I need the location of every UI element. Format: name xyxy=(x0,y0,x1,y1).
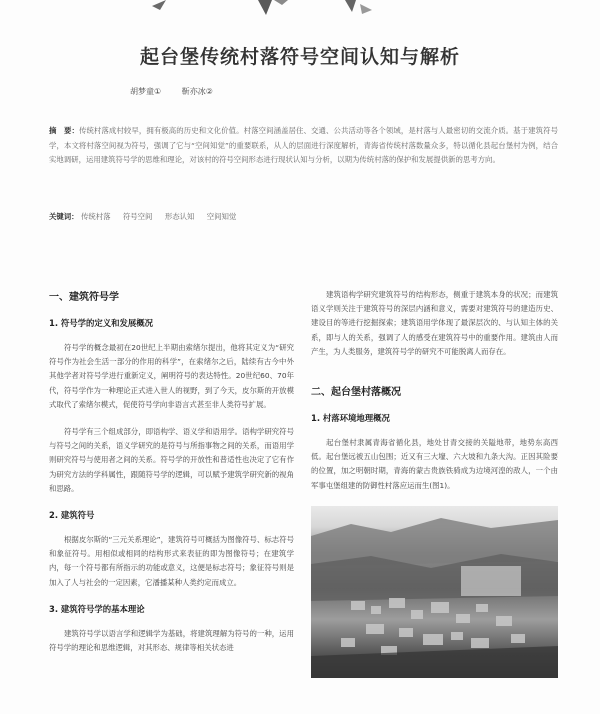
abstract xyxy=(49,124,558,168)
section-heading: 一、建筑符号学 xyxy=(49,292,119,303)
paragraph: 建筑符号学以语言学和逻辑学为基础，将建筑理解为符号的一种，运用符号学的理论和思维逻辑，对其形态、规律等相关状态进 xyxy=(49,628,294,653)
subsection-heading: 1. 符号学的定义和发展概况 xyxy=(49,318,154,328)
keywords xyxy=(49,211,246,222)
subsection-heading: 2. 建筑符号 xyxy=(49,510,95,521)
abstract-label: 摘 要： xyxy=(49,126,79,135)
keyword: 空间知觉 xyxy=(206,212,237,221)
author-list xyxy=(130,86,231,97)
author-name: 靳亦冰② xyxy=(181,87,213,96)
paragraph: 符号学有三个组成部分，即语构学、语义学和语用学。语构学研究符号与符号之间的关系，语义学研究的是符号与所指事物之间的关系，而语用学则研究符号与使用者之间的关系。符号学的开放性和普适性也决定了它有作为研究方法的学科属性，跟随符号学的逻辑，可以赋予建筑学研究新的视角和思路。 xyxy=(49,427,294,493)
abstract-text: 传统村落成村较早，拥有极高的历史和文化价值。村落空间涵盖居住、交通、公共活动等各个领域，是村落与人最密切的交流介质。基于建筑符号学，本文将村落空间视为符号，强调了它与“空间知觉”的重要联系，从人的层面进行深度解析，青海省传统村落数量众多，特以循化县起台堡村为例，结合实地调研，运用建筑符号学的思维和理论，对该村的符号空间形态进行现状认知与分析，以期为传统村落的保护和发展提供新的思考方向。 xyxy=(49,126,558,165)
photo-illustration xyxy=(311,506,558,678)
left-column xyxy=(49,288,294,668)
paper-title: 起台堡传统村落符号空间认知与解析 xyxy=(139,46,460,68)
subsection-heading: 1. 村落环境地理概况 xyxy=(311,413,390,424)
right-column xyxy=(311,288,558,678)
keyword: 形态认知 xyxy=(164,212,195,221)
village-aerial-photo xyxy=(311,506,558,678)
keyword: 传统村落 xyxy=(80,212,111,221)
paragraph: 根据皮尔斯的“三元关系理论”，建筑符号可概括为图像符号、标志符号和象征符号。用相似或相同的结构形式来表征的即为图像符号；在建筑学内，每一个符号都有所指示的功能或意义，这便是标志符号；象征符号则是加入了人与社会的一定因素，它潘播某种人类约定而成立。 xyxy=(49,535,294,587)
keywords-label: 关键词： xyxy=(49,212,79,221)
section-heading: 二、起台堡村落概况 xyxy=(311,387,401,399)
author-name: 胡梦童① xyxy=(130,87,162,96)
subsection-heading: 3. 建筑符号学的基本理论 xyxy=(49,603,145,614)
paragraph: 建筑语构学研究建筑符号的结构形态，侧重于建筑本身的状况；而建筑语义学则关注于建筑符号的深层内涵和意义，需要对建筑符号的建造历史、建设目的等进行挖掘探索；建筑语用学体现了最深层次的、与认知主体的关系，即与人的关系，强调了人的感受在建筑符号中的重要作用。建筑由人而产生，为人类服务，建筑符号学的研究不可能脱离人而存在。 xyxy=(311,290,558,356)
decorative-triangles xyxy=(0,0,600,30)
paragraph: 起台堡村隶属青海省循化县，地处甘青交接的关隘地带，地势东高西低。起台堡远被五山包围；近又有三大壕、六大坡和九条大沟。正因其险要的位置，加之明朝时期，青海的蒙古贵族铁骑成为边境河湟的敌人，一个由军事屯堡组建的防御性村落应运而生(图1)。 xyxy=(311,438,558,490)
keyword: 符号空间 xyxy=(122,212,153,221)
paragraph: 符号学的概念最初在20世纪上半期由索绪尔提出，他将其定义为“研究符号作为社会生活一部分的作用的科学”，在索绪尔之后，陆续有古今中外其他学者对符号学进行重新定义，阐明符号的表达特性。20世纪60、70年代，符号学作为一种理论正式进入世人的视野，到了今天，皮尔斯的开放模式取代了索绪尔模式，促使符号学向非语言式甚至非人类符号扩展。 xyxy=(49,343,294,409)
